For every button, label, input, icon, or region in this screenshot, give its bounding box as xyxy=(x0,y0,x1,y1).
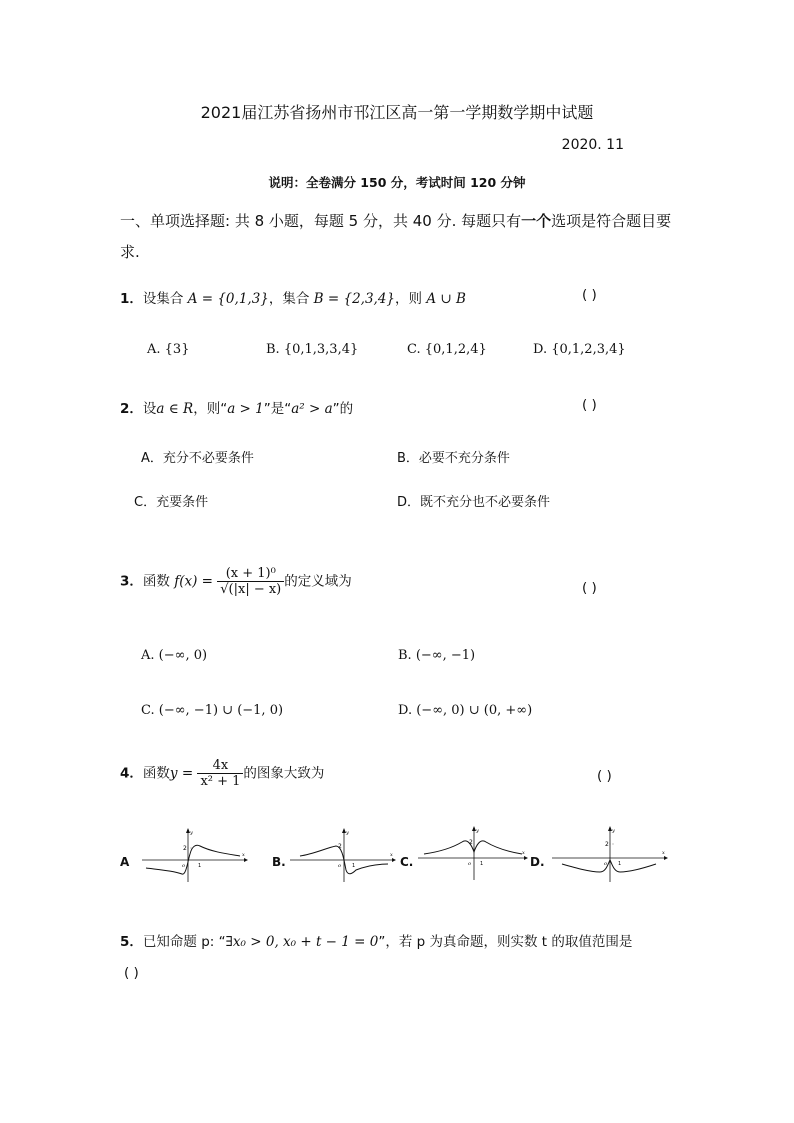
set-a: A = {0,1,3} xyxy=(187,291,269,307)
x-axis-arrow xyxy=(392,858,396,862)
exam-instructions: 说明：全卷满分 150 分，考试时间 120 分钟 xyxy=(268,175,526,190)
x-axis-arrow xyxy=(244,858,248,862)
question-text: ，集合 xyxy=(268,291,314,307)
option-a: A．充分不必要条件 xyxy=(141,451,254,466)
question-text: 的图象大致为 xyxy=(243,765,325,782)
tick-label-2: 2 xyxy=(338,843,342,850)
question-number: 1． xyxy=(120,291,143,307)
section-heading-part2: 选项是符合题目要求. xyxy=(120,212,672,261)
section-heading-part1: 一、单项选择题: 共 8 小题，每题 5 分，共 40 分. 每题只有 xyxy=(120,212,522,230)
answer-blank: ( ) xyxy=(582,287,597,303)
section-heading-emphasis: 一个 xyxy=(521,212,552,230)
graph-b xyxy=(290,826,398,884)
x-axis-label: x xyxy=(662,850,665,856)
math-expression: a > 1 xyxy=(227,401,264,417)
x-axis-label: x xyxy=(390,852,393,858)
tick-label-1: 1 xyxy=(480,861,484,867)
graph-label-a: A xyxy=(120,855,130,869)
question-text: ，则“ xyxy=(193,401,228,417)
answer-blank: ( ) xyxy=(124,965,139,981)
exam-date: 2020. 11 xyxy=(561,137,624,153)
option-d: D. (−∞, 0) ∪ (0, +∞) xyxy=(398,703,533,718)
x-axis-label: x xyxy=(522,850,525,856)
function-lhs: y = xyxy=(169,765,194,782)
x-axis-arrow xyxy=(664,856,668,860)
option-c: C. {0,1,2,4} xyxy=(407,342,487,357)
question-2-stem xyxy=(120,397,353,417)
union-expression: A ∪ B xyxy=(426,291,466,307)
y-axis-label: y xyxy=(190,830,193,836)
option-b: B. {0,1,3,3,4} xyxy=(266,342,359,357)
question-number: 4． xyxy=(120,765,143,782)
graph-label-d: D. xyxy=(530,855,545,869)
question-text: 设集合 xyxy=(142,291,188,307)
question-text: ”，若 p 为真命题，则实数 t 的取值范围是 xyxy=(378,934,633,950)
answer-blank: ( ) xyxy=(582,397,597,413)
option-a: A. (−∞, 0) xyxy=(141,648,208,663)
option-d: D. {0,1,2,3,4} xyxy=(533,342,626,357)
question-5-stem xyxy=(120,930,632,950)
tick-label-2: 2 xyxy=(469,839,473,846)
option-c: C. (−∞, −1) ∪ (−1, 0) xyxy=(141,703,284,718)
graph-c xyxy=(418,824,530,882)
graph-a xyxy=(142,826,250,884)
graph-d xyxy=(552,824,670,884)
math-expression: ∃x₀ > 0, x₀ + t − 1 = 0 xyxy=(225,934,379,950)
set-b: B = {2,3,4} xyxy=(313,291,396,307)
tick-label-1: 1 xyxy=(618,861,622,867)
question-number: 2． xyxy=(120,401,143,417)
function-lhs: f(x) = xyxy=(174,573,213,590)
y-axis-label: y xyxy=(346,830,349,836)
math-expression: a² > a xyxy=(291,401,333,417)
question-text: ”的 xyxy=(332,401,354,417)
question-3-stem xyxy=(120,566,352,597)
y-axis-label: y xyxy=(476,828,479,834)
origin-label: o xyxy=(182,863,186,869)
question-4-stem xyxy=(120,758,324,789)
question-text: 的定义域为 xyxy=(284,573,352,590)
question-number: 5． xyxy=(120,934,143,950)
fraction-numerator: 4x xyxy=(197,758,243,774)
fraction-denominator: x² + 1 xyxy=(200,774,241,789)
graph-label-c: C. xyxy=(400,855,414,869)
fraction xyxy=(197,758,243,789)
question-1-stem xyxy=(120,287,466,307)
question-text: ，则 xyxy=(395,291,427,307)
question-text: 设 xyxy=(142,401,157,417)
x-axis-label: x xyxy=(242,852,245,858)
question-text: 函数 xyxy=(142,765,170,782)
tick-label-2: 2 xyxy=(183,845,187,852)
curve xyxy=(562,860,656,872)
answer-blank: ( ) xyxy=(597,768,612,784)
option-a: A. {3} xyxy=(147,342,190,357)
curve xyxy=(424,841,522,854)
tick-label-1: 1 xyxy=(352,863,356,869)
tick-label-2: 2 xyxy=(605,841,609,848)
graph-label-b: B. xyxy=(272,855,286,869)
x-axis-arrow xyxy=(524,856,528,860)
answer-blank: ( ) xyxy=(582,580,597,596)
origin-label: o xyxy=(468,861,472,867)
y-axis-label: y xyxy=(612,828,615,834)
fraction-numerator: (x + 1)⁰ xyxy=(217,566,284,582)
option-c: C．充要条件 xyxy=(134,495,209,510)
fraction xyxy=(217,566,284,597)
fraction-denominator: √(|x| − x) xyxy=(220,582,282,597)
option-b: B．必要不充分条件 xyxy=(397,451,510,466)
section-heading xyxy=(120,206,680,268)
question-number: 3． xyxy=(120,573,143,590)
tick-label-1: 1 xyxy=(198,863,202,869)
origin-label: o xyxy=(604,861,608,867)
page-title: 2021届江苏省扬州市邗江区高一第一学期数学期中试题 xyxy=(200,103,594,122)
question-text: ”是“ xyxy=(263,401,292,417)
option-d: D．既不充分也不必要条件 xyxy=(397,495,551,510)
math-expression: a ∈ R xyxy=(156,401,194,417)
origin-label: o xyxy=(338,863,342,869)
option-b: B. (−∞, −1) xyxy=(398,648,476,663)
question-text: 已知命题 p: “ xyxy=(142,934,226,950)
question-text: 函数 xyxy=(142,573,175,590)
